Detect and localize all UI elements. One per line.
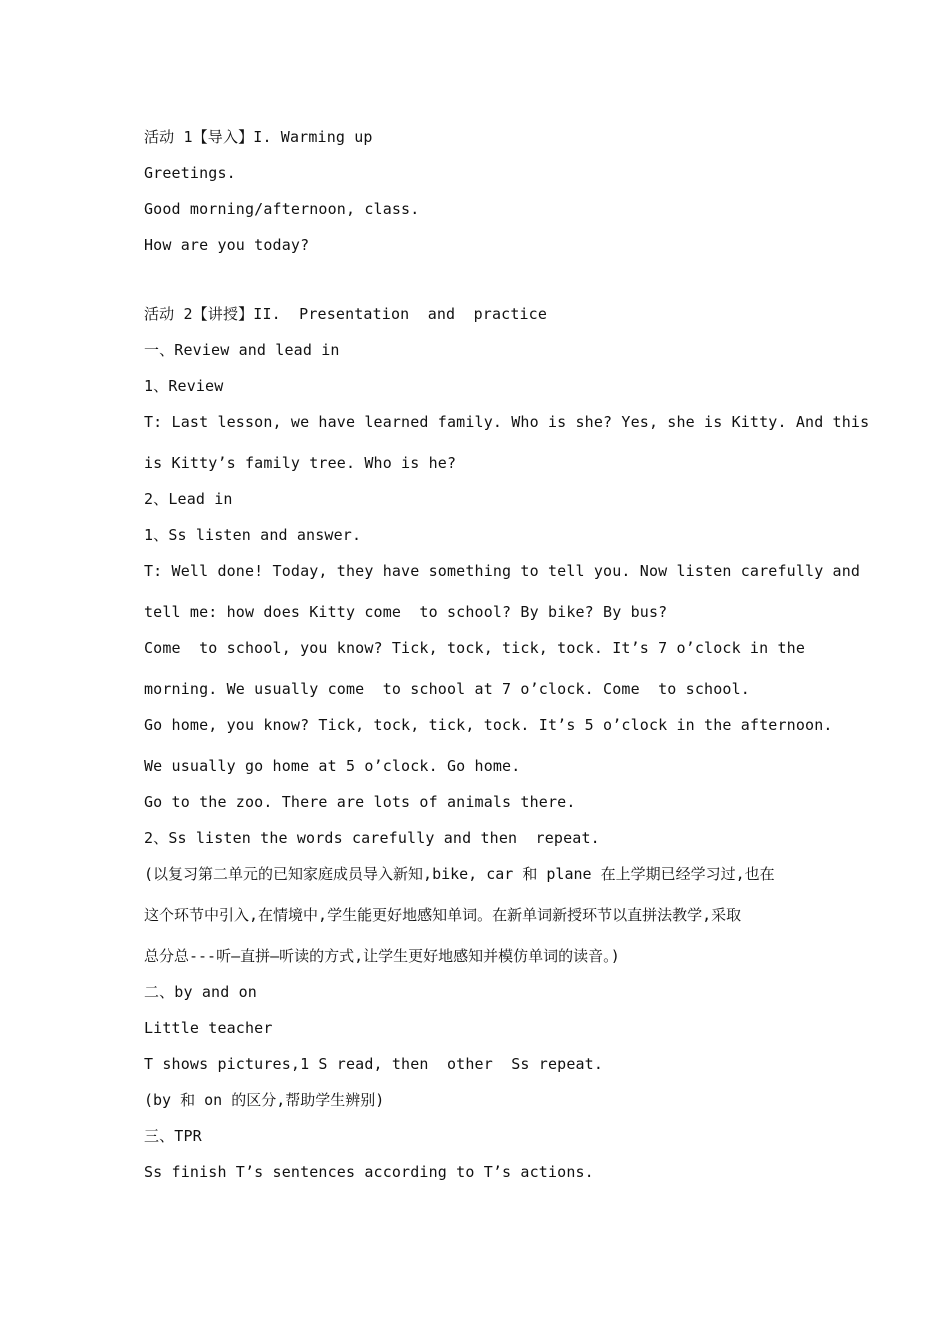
text-line: Go to the zoo. There are lots of animals there. bbox=[144, 793, 576, 811]
text-line: 2、Ss listen the words carefully and then repeat. bbox=[144, 829, 600, 847]
text-line: Ss finish T’s sentences according to T’s actions. bbox=[144, 1163, 594, 1181]
note-line: 这个环节中引入,在情境中,学生能更好地感知单词。在新单词新授环节以直拼法教学,采取 bbox=[144, 906, 742, 924]
text-line: T: Well done! Today, they have something to tell you. Now listen carefully and bbox=[144, 562, 861, 580]
text-line: Little teacher bbox=[144, 1019, 273, 1037]
section-heading: 一、Review and lead in bbox=[144, 341, 340, 359]
text-line: We usually go home at 5 o’clock. Go home. bbox=[144, 757, 521, 775]
text-line: is Kitty’s family tree. Who is he? bbox=[144, 454, 457, 472]
note-line: 总分总---听—直拼—听读的方式,让学生更好地感知并模仿单词的读音。) bbox=[144, 947, 620, 965]
activity-1-heading: 活动 1【导入】I. Warming up bbox=[144, 128, 373, 146]
text-line: Good morning/afternoon, class. bbox=[144, 200, 420, 218]
text-line: How are you today? bbox=[144, 236, 310, 254]
text-line: Greetings. bbox=[144, 164, 236, 182]
text-line: 1、Ss listen and answer. bbox=[144, 526, 362, 544]
text-line: Come to school, you know? Tick, tock, tick, tock. It’s 7 o’clock in the bbox=[144, 639, 806, 657]
text-line: morning. We usually come to school at 7 o’clock. Come to school. bbox=[144, 680, 750, 698]
text-line: tell me: how does Kitty come to school? By bike? By bus? bbox=[144, 603, 668, 621]
text-line: T: Last lesson, we have learned family. Who is she? Yes, she is Kitty. And this bbox=[144, 413, 870, 431]
text-line: T shows pictures,1 S read, then other Ss repeat. bbox=[144, 1055, 604, 1073]
note-line: (by 和 on 的区分,帮助学生辨别) bbox=[144, 1091, 385, 1109]
subsection-heading: 2、Lead in bbox=[144, 490, 233, 508]
text-line: Go home, you know? Tick, tock, tick, tock. It’s 5 o’clock in the afternoon. bbox=[144, 716, 833, 734]
note-line: (以复习第二单元的已知家庭成员导入新知,bike, car 和 plane 在上学期已经学习过,也在 bbox=[144, 865, 775, 883]
section-heading: 三、TPR bbox=[144, 1127, 202, 1145]
subsection-heading: 1、Review bbox=[144, 377, 224, 395]
activity-2-heading: 活动 2【讲授】II. Presentation and practice bbox=[144, 305, 548, 323]
section-heading: 二、by and on bbox=[144, 983, 257, 1001]
